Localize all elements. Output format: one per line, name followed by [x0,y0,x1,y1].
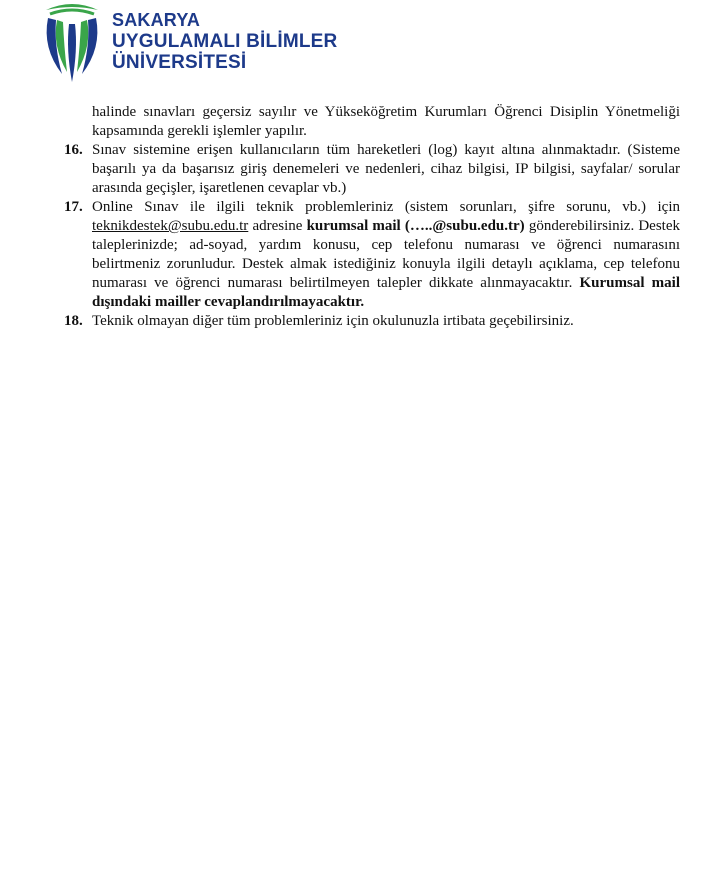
item-text: Teknik olmayan diğer tüm problemleriniz için okulunuzla irtibata geçebilirsiniz. [92,313,574,329]
item17-part2: adresine [252,218,303,234]
continuation-paragraph: halinde sınavları geçersiz sayılır ve Yükseköğretim Kurumları Öğrenci Disiplin Yönetmeliği kapsamında gerekli işlemler yapılır. [92,104,680,139]
item-text: Sınav sistemine erişen kullanıcıların tüm hareketleri (log) kayıt altına alınmaktadır. (Sisteme başarılı ya da başarısız giriş denemeleri ve nedenleri, cihaz bilgisi, IP bilgisi, sayfalar/ sorular arasında geçişler, işaretlenen cevaplar vb.) [92,142,680,196]
support-email-link[interactable]: teknikdestek@subu.edu.tr [92,218,249,234]
list-item-16 [64,141,680,198]
item17-part1: Online Sınav ile ilgili teknik problemleriniz (sistem sorunları, şifre sorunu, vb.) için [92,199,680,215]
item-number: 18. [64,313,83,329]
university-header [40,2,370,84]
item-number: 16. [64,142,83,158]
item17-part3: gönderebilirsiniz. Destek taleplerinizde; ad-soyad, yardım konusu, cep telefonu numarası ve öğrenci numarasını belirtmeniz zorunludur. Destek almak istediğiniz konuyla ilgili detaylı açıklama, cep telefonu numarası ve öğrenci numarası belirtilmeyen talepler dikkate alınmayacaktır. [92,218,680,291]
item-text [92,198,680,312]
item17-bold-institutional-mail: kurumsal mail (…..@subu.edu.tr) [306,218,525,234]
university-leaf-logo-icon [40,2,104,84]
university-name-line3: ÜNİVERSİTESİ [112,52,247,73]
document-body [64,103,680,331]
list-item-18 [64,312,680,331]
university-name-line1: SAKARYA [112,10,201,30]
item17-bold-warning: Kurumsal mail dışındaki mailler cevaplandırılmayacaktır. [92,275,680,310]
university-name-line2: UYGULAMALI BİLİMLER [112,31,338,52]
list-item-17 [64,198,680,312]
university-name [112,10,337,73]
item-number: 17. [64,199,83,215]
